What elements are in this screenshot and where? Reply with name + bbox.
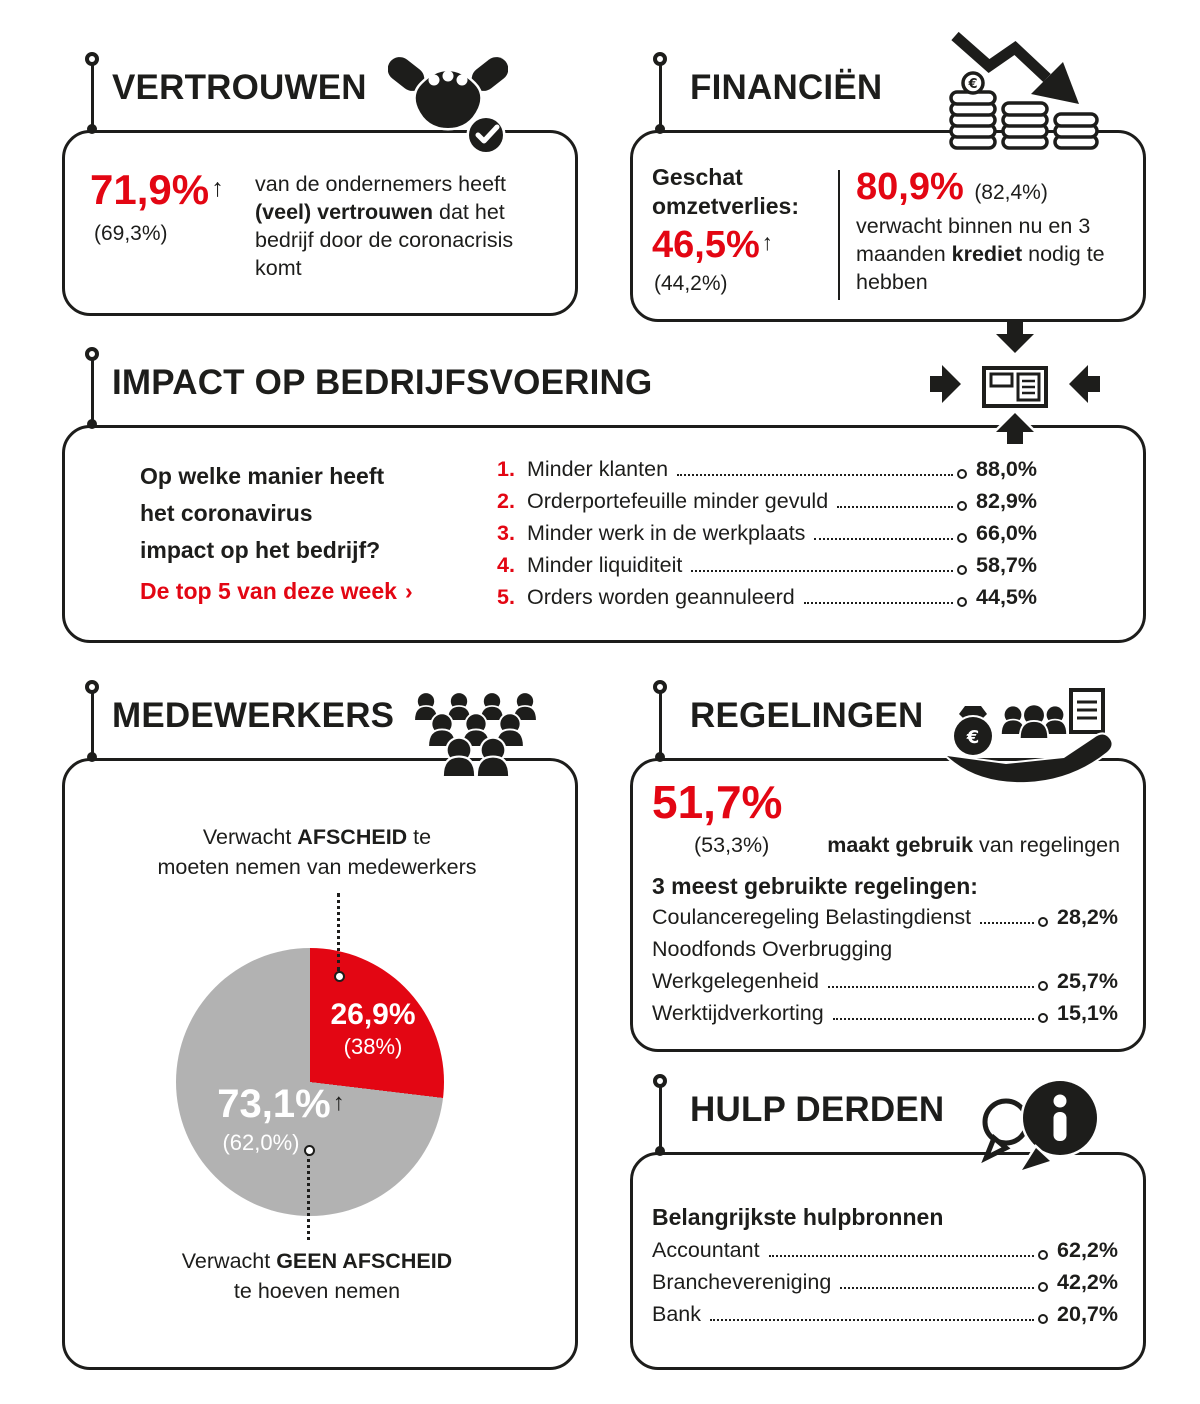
omzetverlies-label-line1: Geschat [652, 164, 743, 190]
connector-endpoint [334, 971, 345, 982]
pin-medewerkers [84, 680, 100, 762]
leader-endpoint [1038, 1013, 1048, 1023]
info-speech-bubble-icon [976, 1076, 1106, 1176]
label-text: van regelingen [973, 833, 1121, 857]
regelingen-list [652, 905, 1118, 1033]
chevron-right-icon: › [404, 578, 413, 604]
hulp-item-label: Bank [652, 1302, 702, 1326]
section-title-impact: IMPACT OP BEDRIJFSVOERING [112, 363, 653, 402]
pin-line [91, 691, 94, 757]
leader-dots [980, 922, 1034, 924]
leader-endpoint [1038, 1282, 1048, 1292]
pie-connector-bottom [307, 1146, 310, 1240]
vertrouwen-previous: (69,3%) [94, 222, 168, 245]
regelingen-item-row [652, 937, 1118, 962]
vertrouwen-percentage: 71,9% [90, 166, 210, 213]
impact-item-row [497, 553, 1037, 578]
desc-text: dat het bedrijf door de coronacrisis komt [255, 200, 514, 280]
hulp-item-value: 62,2% [1057, 1238, 1118, 1262]
leader-endpoint [957, 597, 967, 607]
pin-financien [652, 52, 668, 134]
section-title-regelingen: REGELINGEN [690, 696, 924, 735]
regelingen-usage-text [827, 833, 1120, 857]
column-divider [838, 170, 840, 300]
leader-dots [837, 506, 953, 508]
coins-decline-icon [945, 26, 1110, 158]
regelingen-value: 51,7% [652, 776, 783, 828]
omzetverlies-previous: (44,2%) [654, 272, 728, 295]
regelingen-item-label: Werkgelegenheid [652, 969, 819, 993]
leader-endpoint [1038, 1250, 1048, 1260]
pie-top-label-line1 [112, 822, 522, 852]
hulp-list [652, 1238, 1118, 1334]
regelingen-item-value: 15,1% [1057, 1001, 1118, 1025]
hulp-item-label: Accountant [652, 1238, 760, 1262]
regelingen-previous: (53,3%) [694, 833, 770, 857]
impact-question-line: Op welke manier heeft [140, 463, 385, 489]
pin-dot [87, 124, 97, 134]
impact-item-value: 44,5% [976, 585, 1037, 609]
svg-text:€: € [968, 77, 978, 92]
label-text: Verwacht [181, 1249, 277, 1273]
hulp-item-value: 20,7% [1057, 1302, 1118, 1326]
leader-dots [710, 1319, 1034, 1321]
regelingen-item-label: Werktijdverkorting [652, 1001, 824, 1025]
regelingen-item-row [652, 969, 1118, 994]
leader-endpoint [957, 565, 967, 575]
impact-item-row [497, 489, 1037, 514]
leader-endpoint [1038, 917, 1048, 927]
hulp-item-value: 42,2% [1057, 1270, 1118, 1294]
krediet-percentage: 80,9% [856, 166, 964, 208]
leader-endpoint [957, 469, 967, 479]
regelingen-item-row [652, 1001, 1118, 1026]
impact-item-label: Orders worden geannuleerd [527, 585, 795, 609]
regelingen-item-label: Noodfonds Overbrugging [652, 937, 893, 961]
desc-text: verwacht binnen nu en 3 maanden [856, 214, 1091, 266]
pie-connector-top [337, 893, 340, 971]
impact-item-number: 4. [497, 553, 515, 577]
impact-item-value: 66,0% [976, 521, 1037, 545]
impact-top5-list [497, 457, 1037, 617]
handshake-icon [388, 32, 508, 157]
hulp-item-row [652, 1270, 1118, 1295]
impact-item-row [497, 457, 1037, 482]
pie-rest-previous: (62,0%) [222, 1130, 300, 1155]
pin-dot [87, 419, 97, 429]
vertrouwen-value [90, 166, 224, 214]
label-bold-text: maakt gebruik [827, 833, 974, 857]
pin-vertrouwen [84, 52, 100, 134]
impact-item-number: 1. [497, 457, 515, 481]
pin-dot [655, 1146, 665, 1156]
pie-bottom-label-line1 [112, 1246, 522, 1276]
label-bold-text: GEEN AFSCHEID [276, 1249, 453, 1273]
pie-bottom-label [112, 1246, 522, 1306]
pie-bottom-label-line2: te hoeven nemen [233, 1279, 401, 1303]
vertrouwen-description [255, 170, 560, 282]
desc-bold-text: (veel) vertrouwen [255, 200, 434, 224]
pie-rest-percentage: 73,1% [217, 1082, 331, 1126]
label-bold-text: AFSCHEID [297, 825, 408, 849]
leader-dots [677, 474, 953, 476]
impact-item-number: 2. [497, 489, 515, 513]
impact-item-value: 88,0% [976, 457, 1037, 481]
desc-bold-text: krediet [951, 242, 1023, 266]
label-text: Verwacht [202, 825, 298, 849]
omzetverlies-label-line2: omzetverlies: [652, 193, 800, 219]
impact-question [140, 458, 413, 610]
label-text: te [407, 825, 432, 849]
connector-endpoint [304, 1145, 315, 1156]
hulp-item-row [652, 1238, 1118, 1263]
regelingen-usage-line [652, 833, 1120, 858]
impact-question-line: het coronavirus [140, 500, 313, 526]
regelingen-item-value: 25,7% [1057, 969, 1118, 993]
regelingen-item-row [652, 905, 1118, 930]
desc-text: van de ondernemers heeft [255, 172, 506, 196]
pie-slice-value: 26,9% [330, 998, 416, 1031]
leader-endpoint [957, 533, 967, 543]
desc-text: nodig te hebben [856, 242, 1105, 294]
section-title-financien: FINANCIËN [690, 68, 883, 107]
leader-endpoint [1038, 981, 1048, 991]
pie-top-label-line2: moeten nemen van medewerkers [157, 855, 477, 879]
pie-slice-previous: (38%) [343, 1034, 403, 1059]
pin-line [659, 691, 662, 757]
employee-pie-chart [176, 948, 444, 1216]
impact-item-value: 58,7% [976, 553, 1037, 577]
impact-item-row [497, 521, 1037, 546]
leader-dots [833, 1018, 1034, 1020]
impact-item-number: 3. [497, 521, 515, 545]
people-group-icon [400, 678, 545, 778]
leader-endpoint [957, 501, 967, 511]
leader-dots [840, 1287, 1034, 1289]
pin-line [659, 1085, 662, 1151]
omzetverlies-percentage: 46,5% [652, 224, 760, 266]
pie-rest-value [186, 1082, 376, 1127]
krediet-description [856, 212, 1121, 296]
pin-dot [655, 752, 665, 762]
impact-item-label: Minder klanten [527, 457, 669, 481]
section-title-vertrouwen: VERTROUWEN [112, 68, 367, 107]
regelingen-item-label: Coulanceregeling Belastingdienst [652, 905, 972, 929]
impact-item-label: Minder werk in de werkplaats [527, 521, 806, 545]
inward-arrows-box-icon [930, 322, 1100, 444]
pin-impact [84, 347, 100, 429]
impact-item-label: Minder liquiditeit [527, 553, 683, 577]
krediet-previous: (82,4%) [974, 181, 1048, 204]
krediet-value [856, 166, 1048, 209]
hulp-item-row [652, 1302, 1118, 1327]
section-title-hulp-derden: HULP DERDEN [690, 1090, 945, 1129]
omzetverlies-value [652, 224, 773, 267]
up-arrow-icon: ↑ [332, 1088, 345, 1116]
leader-dots [804, 602, 953, 604]
leader-dots [691, 570, 953, 572]
pie-top-label [112, 822, 522, 882]
impact-item-value: 82,9% [976, 489, 1037, 513]
impact-cta-label: De top 5 van deze week [140, 578, 397, 604]
leader-endpoint [1038, 1314, 1048, 1324]
section-title-medewerkers: MEDEWERKERS [112, 696, 395, 735]
up-arrow-icon: ↑ [761, 229, 774, 256]
regelingen-list-header: 3 meest gebruikte regelingen: [652, 873, 978, 899]
pin-line [91, 358, 94, 424]
svg-text:€: € [966, 727, 980, 748]
omzetverlies-label [652, 163, 799, 221]
impact-cta [140, 573, 413, 610]
pin-regelingen [652, 680, 668, 762]
impact-item-number: 5. [497, 585, 515, 609]
pin-line [91, 63, 94, 129]
regelingen-item-value: 28,2% [1057, 905, 1118, 929]
leader-dots [769, 1255, 1034, 1257]
hulp-list-header: Belangrijkste hulpbronnen [652, 1204, 944, 1230]
pin-line [659, 63, 662, 129]
hulp-item-label: Branchevereniging [652, 1270, 832, 1294]
pin-dot [655, 124, 665, 134]
impact-item-row [497, 585, 1037, 610]
support-hand-icon [943, 676, 1113, 784]
pin-dot [87, 752, 97, 762]
impact-question-line: impact op het bedrijf? [140, 537, 381, 563]
leader-dots [828, 986, 1034, 988]
up-arrow-icon: ↑ [211, 174, 224, 203]
impact-item-label: Orderportefeuille minder gevuld [527, 489, 829, 513]
pin-hulp-derden [652, 1074, 668, 1156]
leader-dots [814, 538, 953, 540]
